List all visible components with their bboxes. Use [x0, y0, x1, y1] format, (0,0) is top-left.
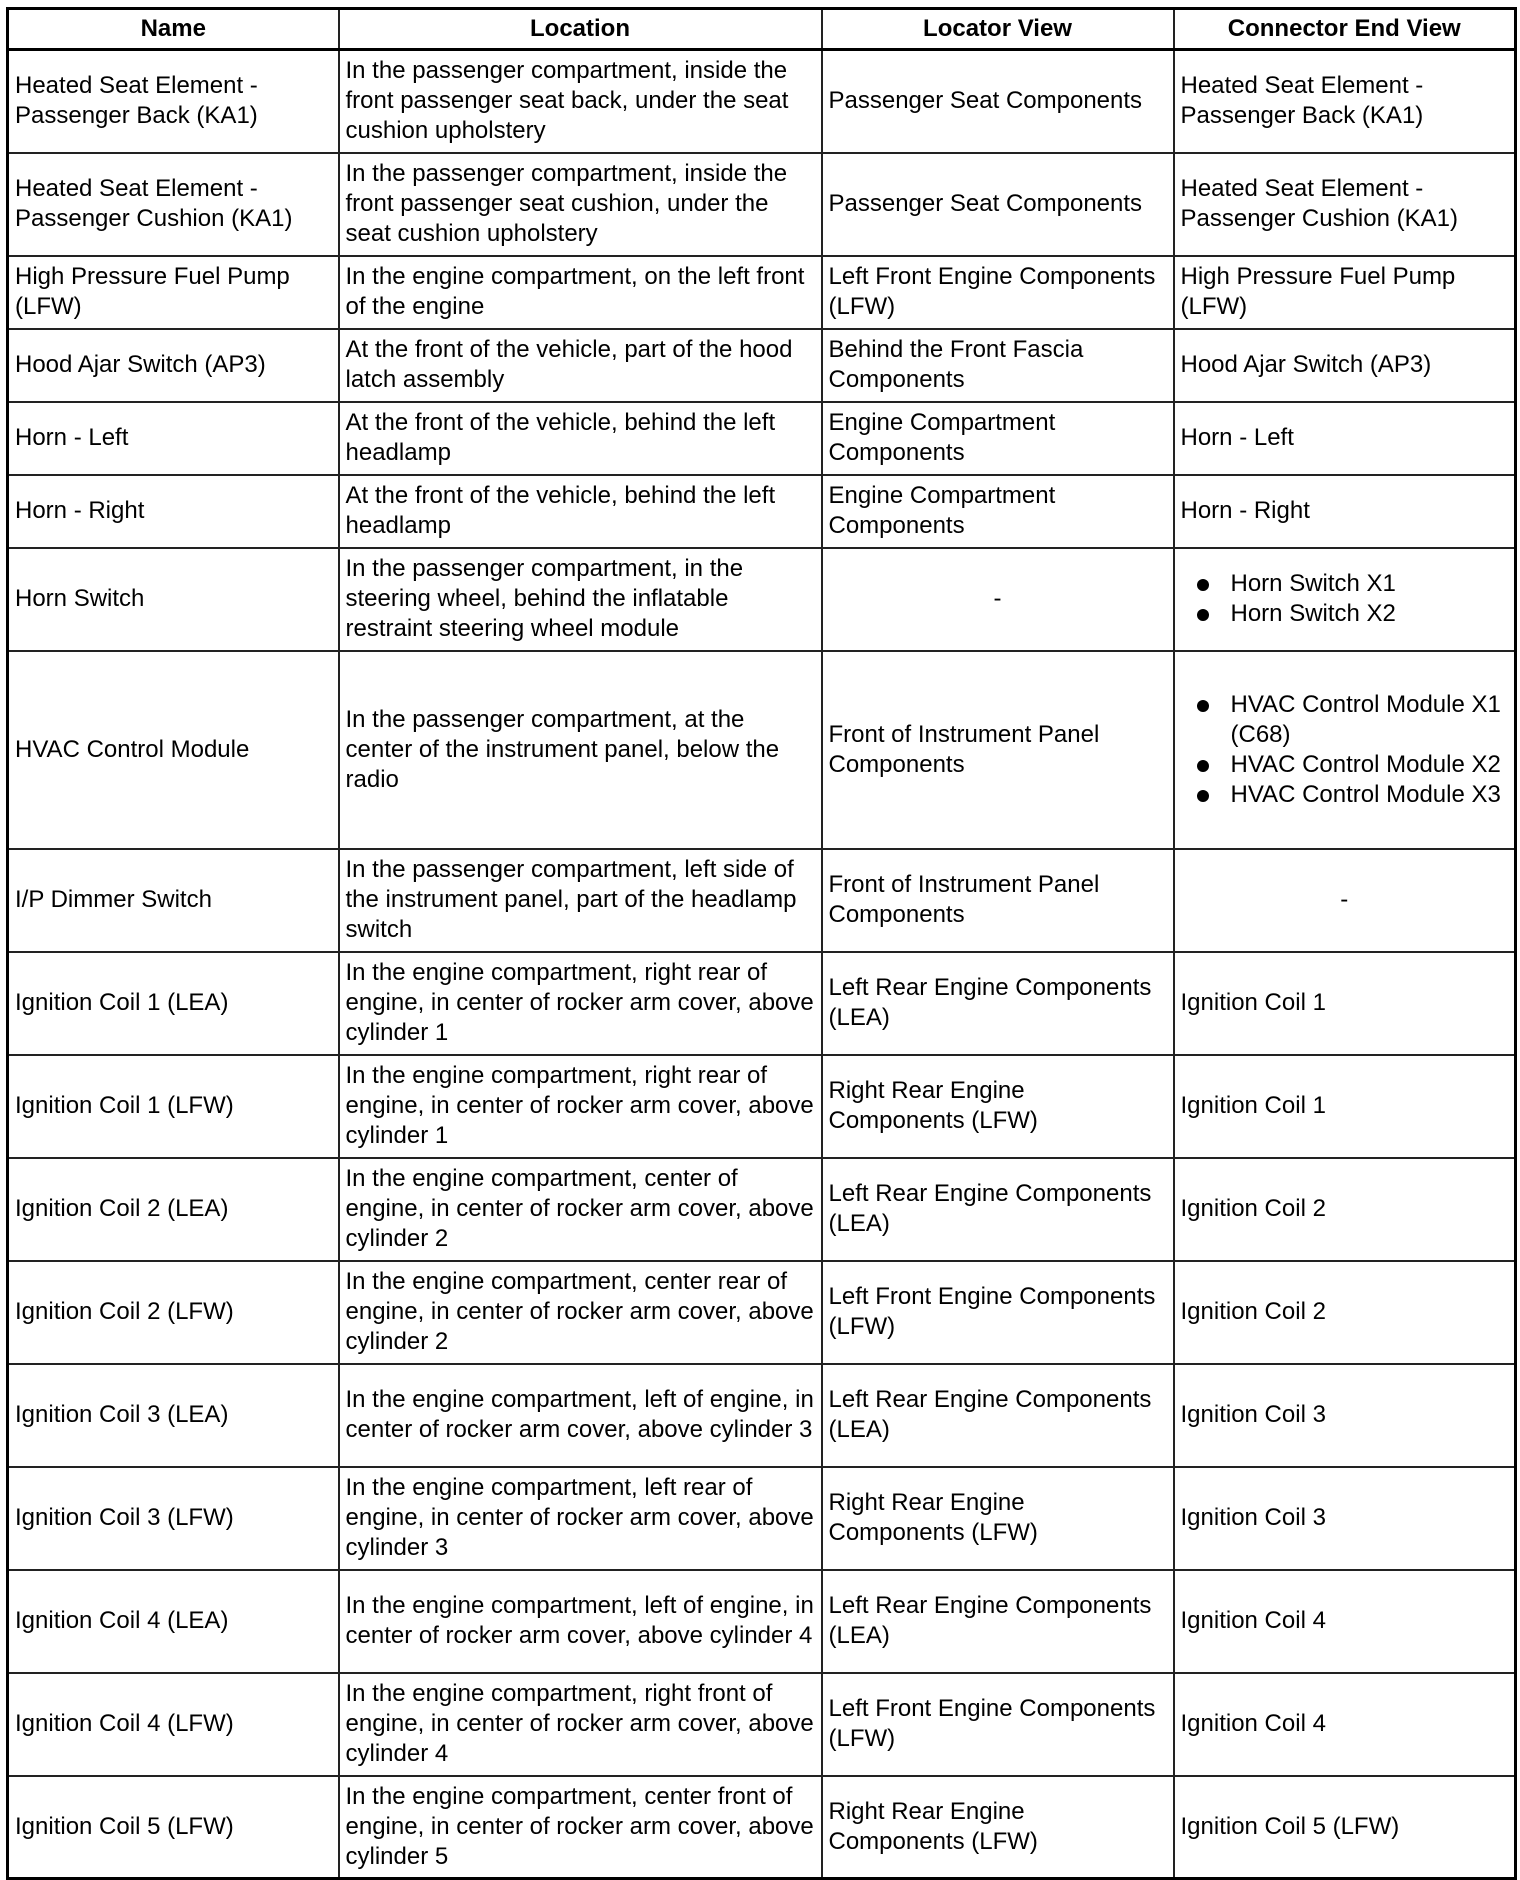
table-row — [8, 1673, 1516, 1776]
cell-name: Horn Switch — [8, 548, 339, 651]
table-row — [8, 50, 1516, 153]
cell-connector-end-view: Ignition Coil 4 — [1174, 1673, 1516, 1776]
header-connector-end-view: Connector End View — [1174, 9, 1516, 50]
cell-locator-view: Left Front Engine Components (LFW) — [822, 1261, 1174, 1364]
cell-locator-view: Left Rear Engine Components (LEA) — [822, 952, 1174, 1055]
cell-location: In the engine compartment, left of engine, in center of rocker arm cover, above cylinder 3 — [339, 1364, 822, 1467]
cell-name: HVAC Control Module — [8, 651, 339, 849]
connector-list-item: HVAC Control Module X1 (C68) — [1181, 690, 1509, 750]
cell-name: Hood Ajar Switch (AP3) — [8, 329, 339, 402]
cell-connector-end-view: Heated Seat Element - Passenger Back (KA1) — [1174, 50, 1516, 153]
cell-locator-view: Engine Compartment Components — [822, 402, 1174, 475]
cell-location: In the engine compartment, on the left front of the engine — [339, 256, 822, 329]
cell-locator-view: Right Rear Engine Components (LFW) — [822, 1776, 1174, 1879]
cell-location: In the passenger compartment, left side of the instrument panel, part of the headlamp switch — [339, 849, 822, 952]
cell-locator-view: - — [822, 548, 1174, 651]
cell-name: Horn - Right — [8, 475, 339, 548]
cell-location: In the engine compartment, center of engine, in center of rocker arm cover, above cylinder 2 — [339, 1158, 822, 1261]
cell-locator-view: Front of Instrument Panel Components — [822, 849, 1174, 952]
cell-name: Horn - Left — [8, 402, 339, 475]
cell-location: In the engine compartment, right front of engine, in center of rocker arm cover, above cylinder 4 — [339, 1673, 822, 1776]
table-row — [8, 329, 1516, 402]
cell-connector-end-view: Ignition Coil 3 — [1174, 1364, 1516, 1467]
cell-connector-end-view — [1174, 651, 1516, 849]
header-location: Location — [339, 9, 822, 50]
cell-connector-end-view: Ignition Coil 2 — [1174, 1261, 1516, 1364]
cell-connector-end-view: - — [1174, 849, 1516, 952]
table-row — [8, 651, 1516, 849]
table-row — [8, 952, 1516, 1055]
cell-name: Ignition Coil 4 (LFW) — [8, 1673, 339, 1776]
cell-name: Ignition Coil 3 (LEA) — [8, 1364, 339, 1467]
header-name: Name — [8, 9, 339, 50]
cell-locator-view: Passenger Seat Components — [822, 153, 1174, 256]
cell-locator-view: Right Rear Engine Components (LFW) — [822, 1467, 1174, 1570]
cell-connector-end-view: Hood Ajar Switch (AP3) — [1174, 329, 1516, 402]
cell-locator-view: Passenger Seat Components — [822, 50, 1174, 153]
cell-location: In the engine compartment, right rear of engine, in center of rocker arm cover, above cylinder 1 — [339, 1055, 822, 1158]
table-row — [8, 1261, 1516, 1364]
cell-name: Ignition Coil 2 (LEA) — [8, 1158, 339, 1261]
connector-list-item: HVAC Control Module X2 — [1181, 750, 1509, 780]
cell-name: I/P Dimmer Switch — [8, 849, 339, 952]
cell-name: Ignition Coil 1 (LFW) — [8, 1055, 339, 1158]
cell-location: In the engine compartment, center front of engine, in center of rocker arm cover, above cylinder 5 — [339, 1776, 822, 1879]
cell-name: Heated Seat Element - Passenger Back (KA1) — [8, 50, 339, 153]
cell-location: In the passenger compartment, inside the front passenger seat cushion, under the seat cushion upholstery — [339, 153, 822, 256]
cell-location: At the front of the vehicle, behind the left headlamp — [339, 402, 822, 475]
table-row — [8, 548, 1516, 651]
cell-connector-end-view: Horn - Left — [1174, 402, 1516, 475]
cell-location: In the engine compartment, left of engine, in center of rocker arm cover, above cylinder 4 — [339, 1570, 822, 1673]
table-row — [8, 1776, 1516, 1879]
table-row — [8, 1570, 1516, 1673]
cell-connector-end-view: Ignition Coil 1 — [1174, 1055, 1516, 1158]
table-row — [8, 475, 1516, 548]
cell-locator-view: Left Front Engine Components (LFW) — [822, 256, 1174, 329]
header-locator-view: Locator View — [822, 9, 1174, 50]
cell-connector-end-view: Ignition Coil 2 — [1174, 1158, 1516, 1261]
cell-connector-end-view: Heated Seat Element - Passenger Cushion (KA1) — [1174, 153, 1516, 256]
table-row — [8, 153, 1516, 256]
cell-connector-end-view: Ignition Coil 5 (LFW) — [1174, 1776, 1516, 1879]
table-row — [8, 256, 1516, 329]
cell-locator-view: Front of Instrument Panel Components — [822, 651, 1174, 849]
header-row — [8, 9, 1516, 50]
cell-location: In the passenger compartment, at the center of the instrument panel, below the radio — [339, 651, 822, 849]
table-row — [8, 849, 1516, 952]
cell-name: Heated Seat Element - Passenger Cushion (KA1) — [8, 153, 339, 256]
cell-name: Ignition Coil 4 (LEA) — [8, 1570, 339, 1673]
connector-list-item: HVAC Control Module X3 — [1181, 780, 1509, 810]
connector-list-item: Horn Switch X1 — [1181, 569, 1509, 599]
cell-name: Ignition Coil 1 (LEA) — [8, 952, 339, 1055]
cell-name: Ignition Coil 2 (LFW) — [8, 1261, 339, 1364]
cell-location: At the front of the vehicle, part of the hood latch assembly — [339, 329, 822, 402]
cell-location: In the engine compartment, right rear of engine, in center of rocker arm cover, above cylinder 1 — [339, 952, 822, 1055]
table-row — [8, 402, 1516, 475]
connector-list-item: Horn Switch X2 — [1181, 599, 1509, 629]
cell-connector-end-view: High Pressure Fuel Pump (LFW) — [1174, 256, 1516, 329]
cell-name: Ignition Coil 3 (LFW) — [8, 1467, 339, 1570]
cell-connector-end-view: Ignition Coil 1 — [1174, 952, 1516, 1055]
cell-connector-end-view: Ignition Coil 4 — [1174, 1570, 1516, 1673]
connector-list — [1181, 690, 1509, 810]
cell-location: In the engine compartment, left rear of engine, in center of rocker arm cover, above cylinder 3 — [339, 1467, 822, 1570]
cell-locator-view: Left Rear Engine Components (LEA) — [822, 1364, 1174, 1467]
component-locator-table — [6, 7, 1517, 1880]
cell-connector-end-view: Horn - Right — [1174, 475, 1516, 548]
cell-location: In the passenger compartment, in the steering wheel, behind the inflatable restraint steering wheel module — [339, 548, 822, 651]
cell-location: In the passenger compartment, inside the front passenger seat back, under the seat cushion upholstery — [339, 50, 822, 153]
table-row — [8, 1467, 1516, 1570]
cell-connector-end-view — [1174, 548, 1516, 651]
cell-name: Ignition Coil 5 (LFW) — [8, 1776, 339, 1879]
cell-locator-view: Right Rear Engine Components (LFW) — [822, 1055, 1174, 1158]
table-row — [8, 1055, 1516, 1158]
table-row — [8, 1364, 1516, 1467]
cell-connector-end-view: Ignition Coil 3 — [1174, 1467, 1516, 1570]
cell-name: High Pressure Fuel Pump (LFW) — [8, 256, 339, 329]
table-row — [8, 1158, 1516, 1261]
cell-location: In the engine compartment, center rear of engine, in center of rocker arm cover, above cylinder 2 — [339, 1261, 822, 1364]
cell-locator-view: Behind the Front Fascia Components — [822, 329, 1174, 402]
cell-locator-view: Left Rear Engine Components (LEA) — [822, 1570, 1174, 1673]
cell-locator-view: Left Front Engine Components (LFW) — [822, 1673, 1174, 1776]
cell-location: At the front of the vehicle, behind the left headlamp — [339, 475, 822, 548]
connector-list — [1181, 569, 1509, 629]
cell-locator-view: Engine Compartment Components — [822, 475, 1174, 548]
cell-locator-view: Left Rear Engine Components (LEA) — [822, 1158, 1174, 1261]
